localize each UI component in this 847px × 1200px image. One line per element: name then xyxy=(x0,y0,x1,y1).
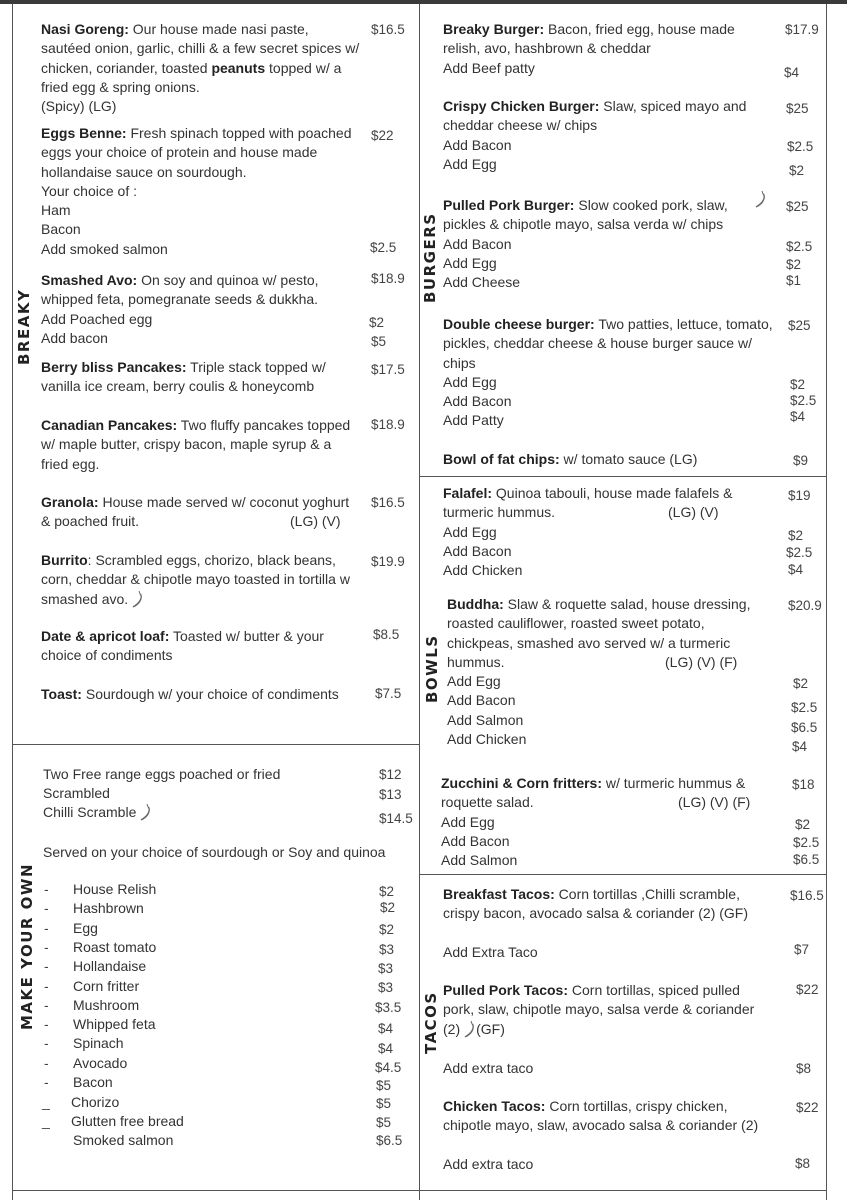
price-addon: $2.5 xyxy=(791,700,818,715)
price-addon: $2 xyxy=(786,257,802,272)
addon-label: Add Chicken xyxy=(447,731,527,748)
item-tags: (LG) (V) (F) xyxy=(665,654,738,670)
burgers-bowls-divider xyxy=(419,476,826,477)
item-description: Slaw & roquette salad, house dressing, roasted cauliflower, roasted sweet potato, chickpeas, smashed avo served w/ a turmeric hummus. xyxy=(447,596,751,670)
addon-label: Add Bacon xyxy=(443,393,512,410)
list-bullet: _ xyxy=(42,1113,50,1129)
menu-item-pulled-pork-burger xyxy=(443,196,773,292)
item-description: topped w/ a fried egg & spring onions. xyxy=(41,59,342,95)
price-addon: $4 xyxy=(788,562,804,577)
served-note: Served on your choice of sourdough or Soy and quinoa xyxy=(43,844,386,860)
addon-label: Add smoked salmon xyxy=(41,240,168,257)
item-name: Breakfast Tacos: xyxy=(443,886,555,902)
side-item-price: $3.5 xyxy=(375,1000,402,1015)
addon-label: Add Egg xyxy=(441,813,495,830)
addon-label: Add Egg xyxy=(443,155,497,172)
price-addon: $2 xyxy=(789,163,805,178)
price-fat-chips: $9 xyxy=(793,453,809,468)
item-description: Corn tortillas, crispy chicken, chipotle mayo, slaw, avocado salsa & coriander (2) xyxy=(443,1098,759,1134)
menu-item-smashed-avo xyxy=(41,271,361,348)
addon-label: Add Cheese xyxy=(443,274,521,291)
side-item-label: Bacon xyxy=(73,1074,113,1090)
item-name: Burrito xyxy=(41,552,88,568)
price-addon: $2.5 xyxy=(787,139,814,154)
item-description: House made served w/ coconut yoghurt & poached fruit. xyxy=(41,494,350,530)
list-bullet: - xyxy=(44,920,49,936)
left-border xyxy=(12,4,13,1200)
item-description: Triple stack topped w/ vanilla ice cream, berry coulis & honeycomb xyxy=(41,359,326,395)
price-addon: $2 xyxy=(369,315,385,330)
item-name: Buddha: xyxy=(447,596,504,612)
side-item-price: $3 xyxy=(378,961,394,976)
price-addon: $7 xyxy=(794,942,810,957)
side-item-price: $2 xyxy=(379,884,395,899)
side-item-label: Hashbrown xyxy=(73,900,144,916)
price-addon: $6.5 xyxy=(791,720,818,735)
list-bullet: - xyxy=(44,881,49,897)
choice-option: Ham xyxy=(41,202,71,219)
list-bullet: - xyxy=(44,900,49,916)
side-item-price: $4 xyxy=(378,1041,394,1056)
side-item-label: Avocado xyxy=(73,1055,128,1071)
price-addon: $4 xyxy=(792,739,808,754)
addon-label: Add Patty xyxy=(443,412,504,429)
chili-pepper-icon xyxy=(140,803,152,821)
price-falafel: $19 xyxy=(788,488,811,503)
item-description: w/ turmeric hummus & roquette salad. xyxy=(441,775,746,811)
price-chicken-tacos: $22 xyxy=(796,1100,819,1115)
chili-pepper-icon xyxy=(755,190,767,208)
side-item-label: Spinach xyxy=(73,1035,124,1051)
item-name: Berry bliss Pancakes: xyxy=(41,359,187,375)
menu-item-date-apricot-loaf xyxy=(41,627,361,666)
list-bullet: - xyxy=(44,997,49,1013)
item-name: Double cheese burger: xyxy=(443,316,595,332)
item-description: Corn tortillas ,Chilli scramble, crispy bacon, avocado salsa & coriander (2) (GF) xyxy=(443,886,749,922)
section-label-bowls: BOWLS xyxy=(423,634,441,703)
menu-item-crispy-chicken-burger xyxy=(443,97,773,174)
price-addon: $4 xyxy=(790,409,806,424)
price-eggs: $14.5 xyxy=(379,811,413,826)
item-name: Pulled Pork Tacos: xyxy=(443,982,568,998)
item-tags: (LG) (V) xyxy=(668,504,719,520)
price-breaky-burger: $17.9 xyxy=(785,22,819,37)
addon-label: Add Egg xyxy=(447,673,501,690)
price-addon: $8 xyxy=(796,1061,812,1076)
price-addon: $2.5 xyxy=(786,239,813,254)
price-breakfast-tacos: $16.5 xyxy=(790,888,824,903)
price-eggs: $12 xyxy=(379,767,402,782)
menu-item-nasi-goreng xyxy=(41,20,361,116)
price-granola: $16.5 xyxy=(371,495,405,510)
item-description: Two patties, lettuce, tomato, pickles, cheddar cheese & house burger sauce w/ chips xyxy=(443,316,773,371)
list-bullet: - xyxy=(44,1074,49,1090)
item-description: Bacon, fried egg, house made relish, avo, hashbrown & cheddar xyxy=(443,21,735,57)
price-addon: $4 xyxy=(784,65,800,80)
side-item-price: $5 xyxy=(376,1078,392,1093)
price-addon: $2.5 xyxy=(786,545,813,560)
item-name: Chicken Tacos: xyxy=(443,1098,546,1114)
addon-label: Add Bacon xyxy=(443,542,512,559)
item-name: Toast: xyxy=(41,686,82,702)
addon-label: Add Egg xyxy=(443,254,497,271)
price-addon: $2.5 xyxy=(793,835,820,850)
item-tags: (LG) (V) xyxy=(290,513,341,529)
addon-label: Add extra taco xyxy=(443,1156,534,1172)
item-name: Zucchini & Corn fritters: xyxy=(441,775,603,791)
price-pulled-pork-burger: $25 xyxy=(786,199,809,214)
item-name: Breaky Burger: xyxy=(443,21,545,37)
item-name: Falafel: xyxy=(443,485,493,501)
price-addon: $2 xyxy=(790,377,806,392)
side-item-price: $4 xyxy=(378,1021,394,1036)
item-description: Two fluffy pancakes topped w/ maple butter, crispy bacon, maple syrup & a fried egg. xyxy=(41,417,351,472)
side-item-price: $5 xyxy=(376,1115,392,1130)
chili-pepper-icon xyxy=(132,590,144,608)
left-section-divider xyxy=(12,744,419,745)
addon-label: Add Bacon xyxy=(441,832,510,849)
price-addon: $8 xyxy=(795,1156,811,1171)
bowls-tacos-divider xyxy=(419,874,826,875)
menu-item-toast xyxy=(41,685,361,704)
chili-pepper-icon xyxy=(464,1020,476,1038)
section-label-breaky: BREAKY xyxy=(15,288,33,365)
choice-option: Bacon xyxy=(41,221,81,238)
menu-item-falafel xyxy=(443,484,773,580)
price-addon: $2.5 xyxy=(370,240,397,255)
price-buddha: $20.9 xyxy=(788,598,822,613)
menu-item-double-cheese-burger xyxy=(443,315,773,431)
item-name: Eggs Benne: xyxy=(41,125,127,141)
list-item xyxy=(43,803,152,822)
item-tags: (Spicy) (LG) xyxy=(41,98,117,115)
item-description: Our house made nasi paste, sautéed onion, garlic, chilli & a few secret spices w/ chicken, coriander, toasted xyxy=(41,21,360,76)
side-item-price: $5 xyxy=(376,1096,392,1111)
side-item-label: Whipped feta xyxy=(73,1016,156,1032)
price-addon: $2 xyxy=(793,676,809,691)
list-bullet: - xyxy=(44,1055,49,1071)
price-date-loaf: $8.5 xyxy=(373,627,400,642)
menu-item-berry-bliss-pancakes xyxy=(41,358,361,397)
item-description: w/ tomato sauce (LG) xyxy=(559,451,698,467)
item-description: Slaw, spiced mayo and cheddar cheese w/ chips xyxy=(443,98,747,134)
price-crispy-chicken: $25 xyxy=(786,101,809,116)
price-addon: $2 xyxy=(788,528,804,543)
item-description: On soy and quinoa w/ pesto, whipped feta, pomegranate seeds & dukkha. xyxy=(41,272,319,308)
addon-label: Add bacon xyxy=(41,329,108,346)
price-addon: $6.5 xyxy=(793,852,820,867)
menu-item-bowl-of-fat-chips xyxy=(443,450,773,469)
side-item-label: Corn fritter xyxy=(73,978,140,994)
choice-label: Your choice of : xyxy=(41,182,137,199)
item-name: Date & apricot loaf: xyxy=(41,628,170,644)
price-burrito: $19.9 xyxy=(371,554,405,569)
item-name: Crispy Chicken Burger: xyxy=(443,98,600,114)
side-item-label: Roast tomato xyxy=(73,939,157,955)
item-name: Nasi Goreng: xyxy=(41,21,129,37)
menu-item-pulled-pork-tacos xyxy=(443,981,773,1039)
price-double-cheese: $25 xyxy=(788,318,811,333)
price-eggs-benne: $22 xyxy=(371,128,394,143)
addon-label: Add Chicken xyxy=(443,562,523,579)
addon-label: Add Salmon xyxy=(441,852,518,869)
list-item: Two Free range eggs poached or fried xyxy=(43,766,281,782)
price-nasi-goreng: $16.5 xyxy=(371,22,405,37)
item-name: Canadian Pancakes: xyxy=(41,417,178,433)
menu-item-chicken-tacos xyxy=(443,1097,773,1136)
side-item-price: $2 xyxy=(379,922,395,937)
addon-label: Add extra taco xyxy=(443,1060,534,1076)
addon-label: Add Egg xyxy=(443,523,497,540)
addon-label: Add Extra Taco xyxy=(443,944,538,960)
price-eggs: $13 xyxy=(379,787,402,802)
side-item-label: Glutten free bread xyxy=(71,1113,184,1129)
item-description: Quinoa tabouli, house made falafels & turmeric hummus. xyxy=(443,485,733,521)
item-label: Chilli Scramble xyxy=(43,804,137,820)
section-label-tacos: TACOS xyxy=(422,991,440,1054)
menu-item-breaky-burger xyxy=(443,20,773,78)
side-item-label: Mushroom xyxy=(73,997,140,1013)
price-canadian: $18.9 xyxy=(371,417,405,432)
item-name: Smashed Avo: xyxy=(41,272,138,288)
item-description: Fresh spinach topped with poached eggs your choice of protein and house made hollandaise sauce on sourdough. xyxy=(41,125,352,180)
item-name: Granola: xyxy=(41,494,99,510)
price-pulled-pork-tacos: $22 xyxy=(796,982,819,997)
side-item-price: $6.5 xyxy=(376,1133,403,1148)
item-highlight: peanuts xyxy=(211,59,266,76)
list-bullet: - xyxy=(44,939,49,955)
price-addon: $5 xyxy=(371,334,387,349)
item-description: : Scrambled eggs, chorizo, black beans, corn, cheddar & chipotle mayo toasted in tortilla w smashed avo. xyxy=(41,552,350,607)
price-berry-bliss: $17.5 xyxy=(371,362,405,377)
price-addon: $2 xyxy=(795,817,811,832)
side-item-label: Hollandaise xyxy=(73,958,147,974)
side-item-price: $2 xyxy=(380,900,396,915)
right-border xyxy=(826,4,827,1200)
side-item-label: Smoked salmon xyxy=(73,1132,174,1148)
price-addon: $2.5 xyxy=(790,393,817,408)
item-description: Toasted w/ butter & your choice of condiments xyxy=(41,628,324,664)
list-bullet: _ xyxy=(42,1094,50,1110)
addon-label: Add Bacon xyxy=(443,235,512,252)
list-bullet: - xyxy=(44,978,49,994)
side-item-price: $4.5 xyxy=(375,1060,402,1075)
menu-item-zucchini-corn-fritters xyxy=(441,774,776,870)
addon-label: Add Poached egg xyxy=(41,310,153,327)
price-addon: $1 xyxy=(786,273,802,288)
column-divider xyxy=(419,4,420,1200)
item-name: Bowl of fat chips: xyxy=(443,451,560,467)
top-border xyxy=(0,0,847,4)
addon-label: Add Salmon xyxy=(447,711,524,728)
list-item: Scrambled xyxy=(43,785,110,801)
item-tags: (LG) (V) (F) xyxy=(678,794,751,810)
price-toast: $7.5 xyxy=(375,686,402,701)
bottom-border xyxy=(12,1190,827,1191)
menu-item-breakfast-tacos xyxy=(443,885,773,924)
side-item-label: Chorizo xyxy=(71,1094,120,1110)
list-bullet: - xyxy=(44,1016,49,1032)
side-item-price: $3 xyxy=(379,942,395,957)
list-bullet: - xyxy=(44,958,49,974)
price-smashed-avo: $18.9 xyxy=(371,271,405,286)
section-label-burgers: BURGERS xyxy=(421,212,439,303)
addon-label: Add Egg xyxy=(443,373,497,390)
side-item-label: Egg xyxy=(73,920,98,936)
side-item-label: House Relish xyxy=(73,881,157,897)
side-item-price: $3 xyxy=(378,980,394,995)
menu-item-burrito xyxy=(41,551,361,609)
item-tags: (GF) xyxy=(476,1020,505,1037)
section-label-make-your-own: MAKE YOUR OWN xyxy=(18,862,36,1030)
item-description: Sourdough w/ your choice of condiments xyxy=(81,686,339,702)
menu-item-canadian-pancakes xyxy=(41,416,361,474)
item-name: Pulled Pork Burger: xyxy=(443,197,575,213)
item-description: Corn tortillas, spiced pulled pork, slaw, chipotle mayo, salsa verde & coriander (2) xyxy=(443,982,755,1037)
item-description: Slow cooked pork, slaw, pickles & chipotle mayo, salsa verda w/ chips xyxy=(443,197,728,233)
list-bullet: - xyxy=(44,1035,49,1051)
price-zucchini: $18 xyxy=(792,777,815,792)
menu-item-eggs-benne xyxy=(41,124,361,259)
addon-label: Add Bacon xyxy=(443,136,512,153)
addon-label: Add Beef patty xyxy=(443,59,535,76)
addon-label: Add Bacon xyxy=(447,692,516,709)
